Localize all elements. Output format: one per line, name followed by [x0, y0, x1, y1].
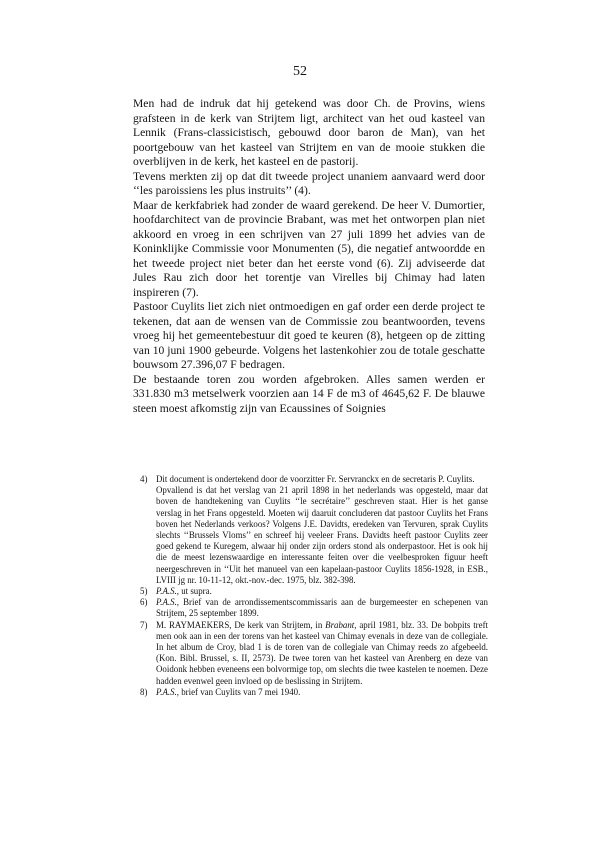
footnote-source: P.A.S., [156, 686, 180, 697]
paragraph: Men had de indruk dat hij getekend was door Ch. de Provins, wiens grafsteen in de kerk van Strijtem ligt, architect van het oud kasteel van Lennik (Frans-classicistisch, gebouwd door baron de Man), van het poortgebouw van het kasteel van Strijtem en van de mooie stukken die overblijven in de kerk, het kasteel en de pastorij. [133, 97, 485, 168]
footnote-number: 4) [140, 474, 148, 484]
footnote-source: P.A.S., [156, 597, 180, 608]
footnote-number: 8) [140, 686, 148, 697]
footnote-number: 7) [140, 619, 148, 630]
footnote-journal: Brabant, [325, 619, 357, 630]
footnote-text: brief van Cuylits van 7 mei 1940. [179, 686, 301, 697]
footnote-5 [140, 586, 488, 597]
footnote-7 [140, 620, 488, 687]
footnote-number: 5) [140, 586, 148, 597]
footnote-text: Brief van de arrondissementscommissaris aan de burgemeester en schepenen van Strijtem, 25 september 1899. [156, 597, 488, 619]
footnotes [140, 474, 488, 698]
footnote-6 [140, 597, 488, 619]
paragraph: Tevens merkten zij op dat dit tweede project unaniem aanvaard werd door ‘‘les paroissiens les plus instruits’’ (4). [133, 169, 485, 197]
footnote-text: april 1981, blz. 33. De bobpits treft men ook aan in een der torens van het kasteel van Chimay evenals in deze van de collegiale. In het album de Croy, blad 1 is de toren van de collegiale van Chimay reeds zo afgebeeld. (Kon. Bibl. Brussel, s. II, 2573). De twee toren van het kasteel van Arenberg en deze van Ooidonk hebben eveneens een bolvormige top, om slechts die twee kastelen te noemen. Deze hadden evenwel geen invloed op de beslissing in Strijtem. [156, 619, 488, 686]
footnote-source: P.A.S., [156, 586, 180, 597]
footnote-4 [140, 474, 488, 586]
footnote-text: ut supra. [179, 586, 212, 597]
footnote-title: De kerk van Strijtem, in [231, 619, 326, 630]
footnote-author: M. RAYMAEKERS, [156, 619, 232, 630]
footnote-text: Opvallend is dat het verslag van 21 april 1898 in het nederlands was opgesteld, maar dat boven de handtekening van Cuylits ‘‘le secrétaire’’ geschreven staat. Hier is het ganse verslag in het Frans opgesteld. Moeten wij daaruit concluderen dat pastoor Cuylits het Frans boven het Nederlands verkoos? Volgens J.E. Davidts, eredeken van Tervuren, sprak Cuylits slechts ‘‘Brussels Vloms’’ en schreef hij veeleer Frans. Davidts heeft pastoor Cuylits zeer goed gekend te Kuregem, alwaar hij onder zijn orders stond als onderpastoor. Het is ook hij die de meest lezenswaardige en interessante feiten over die veelbesproken figuur heeft neergeschreven in ‘‘Uit het manueel van een kapelaan-pastoor Cuylits 1856-1928, in ESB., LVIII jg nr. 10-11-12, okt.-nov.-dec. 1975, blz. 382-398. [156, 485, 488, 585]
paragraph: De bestaande toren zou worden afgebroken. Alles samen werden er 331.830 m3 metselwerk voorzien aan 14 F de m3 of 4645,62 F. De blauwe steen moest afkomstig zijn van Ecaussines of Soignies [133, 372, 485, 415]
body-text [133, 97, 485, 416]
footnote-8 [140, 687, 488, 698]
paragraph: Pastoor Cuylits liet zich niet ontmoedigen en gaf order een derde project te tekenen, dat aan de wensen van de Commissie zou beantwoorden, tevens vroeg hij het gemeentebestuur dit goed te keuren (8), hetgeen op de zitting van 10 juni 1900 gebeurde. Volgens het lastenkohier zou de totale geschatte bouwsom 27.396,07 F bedragen. [133, 300, 485, 371]
footnote-text: Dit document is ondertekend door de voorzitter Fr. Servranckx en de secretaris P. Cuylits. [156, 474, 475, 484]
paragraph: Maar de kerkfabriek had zonder de waard gerekend. De heer V. Dumortier, hoofdarchitect van de provincie Brabant, was met het ontworpen plan niet akkoord en vroeg in een schrijven van 27 juli 1899 het advies van de Koninklijke Commissie voor Monumenten (5), die negatief antwoordde en het tweede project niet beter dan het eerste vond (6). Zij adviseerde dat Jules Rau zich door het torentje van Virelles bij Chimay had laten inspireren (7). [133, 198, 485, 299]
page-number: 52 [293, 64, 307, 79]
footnote-number: 6) [140, 597, 148, 608]
